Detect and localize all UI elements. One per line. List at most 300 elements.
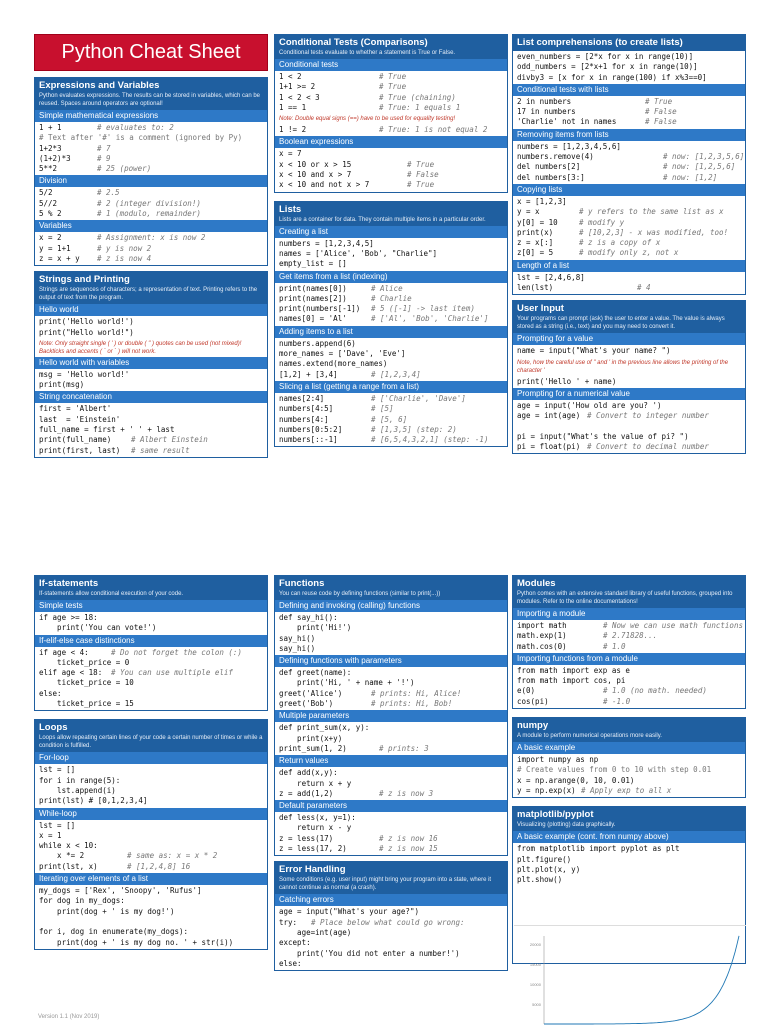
code-comment: # prints: Hi, Bob! bbox=[371, 699, 453, 709]
section-title: List comprehensions (to create lists) bbox=[517, 37, 683, 48]
section-user-input bbox=[512, 300, 746, 454]
subheader: Return values bbox=[275, 755, 507, 767]
code-line bbox=[279, 907, 503, 917]
code-text: try: bbox=[279, 917, 298, 927]
code-line bbox=[39, 244, 263, 254]
code-line bbox=[279, 349, 503, 359]
code-text: names[2:4] bbox=[279, 393, 325, 403]
code-block: numbers = [1,2,3,4,5] names = ['Alice', 'Bob', "Charlie"] empty_list = [] bbox=[279, 238, 438, 269]
code-text: numbers.append(6) bbox=[279, 338, 356, 348]
code-line bbox=[517, 173, 741, 183]
code-line bbox=[279, 404, 503, 414]
code-line bbox=[517, 248, 741, 258]
code-comment: # True: 1 equals 1 bbox=[379, 102, 461, 112]
code-line bbox=[279, 813, 503, 823]
code-comment: # [5, 6] bbox=[371, 414, 408, 424]
code-comment: # True bbox=[645, 96, 673, 106]
code-comment: # Assignment: x is now 2 bbox=[97, 233, 206, 243]
code-text: print(names[0]) bbox=[279, 283, 347, 293]
page-title: Python Cheat Sheet bbox=[34, 34, 268, 71]
y-tick-label: 20000 bbox=[529, 942, 541, 947]
code-comment: # [1,2,4,8] 16 bbox=[127, 861, 191, 871]
code-line bbox=[279, 938, 503, 948]
code-line bbox=[39, 841, 263, 851]
code-comment: # y is now 2 bbox=[97, 243, 152, 253]
code-block: print('Hello world!') print("Hello world!") bbox=[39, 317, 134, 337]
code-line bbox=[39, 233, 263, 243]
subheader: Multiple parameters bbox=[275, 710, 507, 722]
code-text: x < 10 or x > 15 bbox=[279, 159, 352, 169]
code-comment: # Convert to decimal number bbox=[587, 442, 709, 452]
code-text: print(full_name) bbox=[39, 435, 112, 445]
code-block bbox=[513, 272, 745, 295]
code-block: name = input("What's your name? ") bbox=[517, 346, 671, 356]
code-text: del numbers[3:] bbox=[517, 172, 585, 182]
code-text: while x < 10: bbox=[39, 841, 98, 851]
code-text: [1,2] + [3,4] bbox=[279, 369, 338, 379]
code-comment: # [6,5,4,3,2,1] (step: -1) bbox=[371, 435, 489, 445]
code-text: print(names[2]) bbox=[279, 293, 347, 303]
code-block bbox=[513, 96, 745, 129]
subheader: Importing functions from a module bbox=[513, 653, 745, 665]
code-text: (1+2)*3 bbox=[39, 153, 71, 163]
section-title: User Input bbox=[517, 303, 564, 315]
code-text: math.cos(0) bbox=[517, 641, 567, 651]
section-title: Expressions and Variables bbox=[39, 80, 160, 91]
code-block: from matplotlib import pyplot as plt plt.figure() plt.plot(x, y) plt.show() bbox=[517, 844, 680, 885]
section-title: matplotlib/pyplot bbox=[517, 809, 594, 821]
code-block bbox=[275, 812, 507, 855]
code-comment: # 7 bbox=[97, 143, 111, 153]
code-comment: # z is now 3 bbox=[379, 788, 434, 798]
code-line bbox=[39, 199, 263, 209]
code-comment: # now: [1,2,5,6] bbox=[663, 162, 736, 172]
subheader: Hello world bbox=[35, 304, 267, 316]
code-line bbox=[39, 254, 263, 264]
y-tick-label: 5000 bbox=[532, 1002, 541, 1007]
section-error-handling bbox=[274, 861, 508, 971]
code-block bbox=[513, 620, 745, 653]
code-text: cos(pi) bbox=[517, 696, 549, 706]
code-line bbox=[279, 170, 503, 180]
code-line bbox=[517, 401, 741, 411]
code-text: print('You did not enter a number!') bbox=[279, 948, 460, 958]
code-comment: # Do not forget the colon (:) bbox=[111, 647, 242, 657]
code-text: age = int(age) bbox=[517, 411, 581, 421]
code-text: 1 < 2 bbox=[279, 72, 302, 81]
code-text: from math import exp as e bbox=[517, 665, 630, 675]
code-block: lst = [] for i in range(5): lst.append(i) print(lst) # [0,1,2,3,4] bbox=[39, 765, 148, 806]
section-title: Loops bbox=[39, 722, 68, 734]
code-text: if age < 4: bbox=[39, 647, 89, 657]
subheader: Iterating over elements of a list bbox=[35, 873, 267, 885]
code-line bbox=[517, 755, 741, 765]
section-strings bbox=[34, 271, 268, 458]
code-text: x *= 2 bbox=[39, 851, 85, 861]
code-block bbox=[275, 906, 507, 970]
code-comment: # [1,3,5] (step: 2) bbox=[371, 424, 457, 434]
code-line bbox=[517, 676, 741, 686]
code-comment: # 2 (integer division!) bbox=[97, 198, 201, 208]
subheader: Copying lists bbox=[513, 184, 745, 196]
subheader: Hello world with variables bbox=[35, 357, 267, 369]
code-line bbox=[517, 117, 741, 127]
section-desc: Loops allow repeating certain lines of your code a certain number of times or while a condition is fulfilled. bbox=[39, 735, 263, 750]
code-text: def print_sum(x, y): bbox=[279, 723, 370, 733]
code-line bbox=[279, 160, 503, 170]
code-line bbox=[279, 394, 503, 404]
code-text: math.exp(1) bbox=[517, 631, 567, 641]
code-text: except: bbox=[279, 938, 311, 948]
code-text: y[0] = 10 bbox=[517, 217, 558, 227]
code-line bbox=[517, 283, 741, 293]
code-comment: # 2.71828... bbox=[603, 631, 658, 641]
code-comment: # True bbox=[407, 180, 435, 190]
code-comment: # 9 bbox=[97, 153, 111, 163]
code-text: print(numbers[-1]) bbox=[279, 304, 361, 314]
code-line bbox=[279, 668, 503, 678]
code-comment: # True bbox=[379, 72, 407, 81]
subheader: Defining and invoking (calling) functions bbox=[275, 600, 507, 612]
subheader: A basic example bbox=[513, 742, 745, 754]
code-line bbox=[279, 415, 503, 425]
code-comment: # 4 bbox=[637, 283, 651, 293]
code-text: y = np.exp(x) bbox=[517, 785, 576, 795]
section-functions bbox=[274, 575, 508, 856]
code-comment: # same result bbox=[131, 445, 190, 455]
code-comment: # z is now 16 bbox=[379, 833, 438, 843]
code-line bbox=[279, 699, 503, 709]
code-line bbox=[39, 668, 263, 678]
code-line bbox=[279, 734, 503, 744]
code-text: 1+1 >= 2 bbox=[279, 82, 316, 92]
code-comment: # prints: Hi, Alice! bbox=[371, 688, 462, 698]
code-line bbox=[279, 149, 503, 159]
code-comment: # modify y bbox=[579, 217, 625, 227]
code-block bbox=[513, 665, 745, 708]
code-block bbox=[35, 232, 267, 265]
code-text: 1 == 1 bbox=[279, 102, 307, 112]
code-text: ticket_price = 0 bbox=[39, 657, 130, 667]
subheader: Creating a list bbox=[275, 226, 507, 238]
code-line bbox=[279, 304, 503, 314]
code-line bbox=[279, 789, 503, 799]
subheader: Adding items to a list bbox=[275, 326, 507, 338]
code-comment: # True bbox=[379, 82, 407, 92]
code-line bbox=[517, 697, 741, 707]
code-comment: # z is now 4 bbox=[97, 253, 152, 263]
code-text: pi = float(pi) bbox=[517, 442, 581, 452]
section-loops bbox=[34, 719, 268, 949]
section-expressions bbox=[34, 77, 268, 266]
code-line bbox=[279, 93, 503, 103]
code-block: msg = 'Hello world!' print(msg) bbox=[39, 369, 130, 390]
code-line bbox=[517, 786, 741, 796]
code-block: my_dogs = ['Rex', 'Snoopy', 'Rufus'] for dog in my_dogs: print(dog + ' is my dog!') for i, dog in enumerate(my_dogs): print(dog + ' is my dog no. ' + str(i)) bbox=[39, 886, 234, 947]
subheader: Importing a module bbox=[513, 608, 745, 620]
section-numpy bbox=[512, 717, 746, 798]
version-footer: Version 1.1 (Nov 2019) bbox=[38, 1014, 100, 1020]
code-comment: # same as: x = x * 2 bbox=[127, 851, 218, 861]
subheader: Prompting for a value bbox=[513, 333, 745, 345]
code-comment: # Place below what could go wrong: bbox=[311, 917, 465, 927]
code-block bbox=[35, 187, 267, 220]
code-line bbox=[517, 273, 741, 283]
code-text: age=int(age) bbox=[279, 927, 352, 937]
code-block bbox=[513, 141, 745, 184]
code-line bbox=[517, 631, 741, 641]
code-text: numbers[4:] bbox=[279, 414, 329, 424]
code-block bbox=[275, 767, 507, 800]
code-text: x < 10 and x > 7 bbox=[279, 170, 352, 180]
code-text: # Text after '#' is a comment (ignored by Py) bbox=[39, 133, 243, 143]
code-line bbox=[39, 648, 263, 658]
code-line bbox=[39, 435, 263, 445]
code-text: z = add(1,2) bbox=[279, 788, 334, 798]
code-line bbox=[39, 699, 263, 709]
code-text: 17 in numbers bbox=[517, 107, 576, 117]
code-block bbox=[513, 754, 745, 797]
code-text: numbers[4:5] bbox=[279, 404, 334, 414]
code-comment: # [5] bbox=[371, 404, 394, 414]
code-line bbox=[279, 370, 503, 380]
code-line bbox=[517, 197, 741, 207]
code-comment: # -1.0 bbox=[603, 696, 631, 706]
code-line bbox=[517, 411, 741, 421]
code-line bbox=[39, 425, 263, 435]
code-line bbox=[39, 209, 263, 219]
code-comment: # Alice bbox=[371, 283, 403, 293]
code-line bbox=[517, 228, 741, 238]
code-text: y = 1+1 bbox=[39, 243, 71, 253]
code-line bbox=[39, 851, 263, 861]
subheader: Removing items from lists bbox=[513, 129, 745, 141]
code-text: print(x+y) bbox=[279, 733, 343, 743]
code-text: lst = [] bbox=[39, 820, 76, 830]
code-text: print_sum(1, 2) bbox=[279, 743, 347, 753]
note: Note: Only straight single ( ' ) or double ( " ) quotes can be used (not mixed)! Backticks and accents ( ´ or ` ) will not work. bbox=[39, 340, 242, 355]
series-line bbox=[544, 936, 739, 1024]
code-line bbox=[517, 666, 741, 676]
code-comment: # 1.0 (no math. needed) bbox=[603, 686, 707, 696]
code-line bbox=[517, 152, 745, 162]
code-text: names[0] = 'Al' bbox=[279, 314, 347, 324]
code-comment: # evaluates to: 2 bbox=[97, 123, 174, 132]
code-block bbox=[35, 403, 267, 456]
subheader: For-loop bbox=[35, 752, 267, 764]
code-line bbox=[279, 294, 503, 304]
code-line bbox=[39, 689, 263, 699]
section-title: Strings and Printing bbox=[39, 274, 130, 286]
code-text bbox=[517, 422, 587, 432]
code-line bbox=[39, 415, 263, 425]
code-comment: # [10,2,3] - x was modified, too! bbox=[579, 227, 729, 237]
code-line bbox=[517, 765, 741, 775]
code-text: 1 < 2 < 3 bbox=[279, 92, 320, 102]
code-comment: # now: [1,2] bbox=[663, 172, 718, 182]
subheader: Conditional tests bbox=[275, 59, 507, 71]
code-line bbox=[517, 238, 741, 248]
y-tick-label: 10000 bbox=[529, 982, 541, 987]
code-block bbox=[275, 71, 507, 114]
section-modules bbox=[512, 575, 746, 709]
code-line bbox=[517, 218, 741, 228]
code-block bbox=[35, 820, 267, 873]
code-comment: # Charlie bbox=[371, 293, 412, 303]
subheader: Length of a list bbox=[513, 260, 745, 272]
code-comment: # True: 1 is not equal 2 bbox=[379, 125, 488, 135]
code-text: x = [1,2,3] bbox=[517, 196, 567, 206]
code-text: def less(x, y=1): bbox=[279, 813, 356, 823]
code-line bbox=[279, 359, 503, 369]
code-line bbox=[279, 678, 503, 688]
code-comment: # Albert Einstein bbox=[131, 435, 208, 445]
code-line bbox=[39, 446, 263, 456]
section-desc: Visualizing (plotting) data graphically. bbox=[517, 822, 616, 829]
section-title: numpy bbox=[517, 720, 549, 732]
subheader: Simple mathematical expressions bbox=[35, 110, 267, 122]
code-line bbox=[279, 284, 503, 294]
code-block bbox=[275, 667, 507, 710]
code-text: x = 1 bbox=[39, 830, 62, 840]
subheader: Catching errors bbox=[275, 894, 507, 906]
code-comment: # You can use multiple elif bbox=[111, 668, 233, 678]
code-text: greet('Alice') bbox=[279, 688, 343, 698]
subheader: While-loop bbox=[35, 808, 267, 820]
subheader: A basic example (cont. from numpy above) bbox=[513, 831, 745, 843]
code-text: z = x[:] bbox=[517, 238, 554, 248]
code-comment: # Now we can use math functions bbox=[603, 621, 743, 630]
code-line bbox=[39, 678, 263, 688]
code-line bbox=[517, 621, 741, 631]
code-text: return x + y bbox=[279, 778, 352, 788]
code-text: x = np.arange(0, 10, 0.01) bbox=[517, 775, 635, 785]
code-text: first = 'Albert' bbox=[39, 404, 112, 414]
code-block: print('Hello ' + name) bbox=[517, 376, 617, 386]
code-text: print(first, last) bbox=[39, 445, 121, 455]
code-line bbox=[517, 107, 741, 117]
code-block bbox=[513, 400, 745, 453]
code-line bbox=[279, 779, 503, 789]
subheader: String concatenation bbox=[35, 391, 267, 403]
code-text: 1+2*3 bbox=[39, 143, 62, 153]
code-comment: # [1,2,3,4] bbox=[371, 369, 421, 379]
code-text: def greet(name): bbox=[279, 668, 352, 678]
code-comment: # False bbox=[407, 170, 439, 180]
subheader: Get items from a list (indexing) bbox=[275, 271, 507, 283]
code-text: names.extend(more_names) bbox=[279, 359, 388, 369]
section-title: Conditional Tests (Comparisons) bbox=[279, 37, 428, 48]
code-text: z[0] = 5 bbox=[517, 248, 554, 258]
section-lists bbox=[274, 201, 508, 448]
code-text: x = 7 bbox=[279, 149, 302, 159]
code-line bbox=[279, 125, 503, 135]
section-title: Modules bbox=[517, 578, 556, 589]
code-line bbox=[279, 180, 503, 190]
code-comment: # prints: 3 bbox=[379, 743, 429, 753]
code-line bbox=[39, 188, 263, 198]
code-line bbox=[279, 928, 503, 938]
code-line bbox=[279, 844, 503, 854]
code-line bbox=[39, 821, 263, 831]
code-text: more_names = ['Dave', 'Eve'] bbox=[279, 349, 406, 359]
code-line bbox=[39, 658, 263, 668]
code-comment: # 1.0 bbox=[603, 641, 626, 651]
code-line bbox=[517, 432, 741, 442]
code-line bbox=[517, 422, 741, 432]
section-desc: Lists are a container for data. They contain multiple items in a particular order. bbox=[279, 216, 486, 223]
code-comment: # modify only z, not x bbox=[579, 248, 679, 258]
code-text: y = x bbox=[517, 207, 540, 217]
code-text: 2 in numbers bbox=[517, 96, 572, 106]
code-comment: # Convert to integer number bbox=[587, 411, 709, 421]
subheader: Prompting for a numerical value bbox=[513, 388, 745, 400]
code-text: import numpy as np bbox=[517, 755, 599, 765]
code-block: def say_hi(): print('Hi!') say_hi() say_hi() bbox=[279, 613, 352, 653]
code-text: 5**2 bbox=[39, 164, 58, 174]
subheader: Boolean expressions bbox=[275, 136, 507, 148]
code-text: z = less(17, 2) bbox=[279, 844, 347, 854]
code-line bbox=[517, 142, 741, 152]
code-block bbox=[35, 122, 267, 175]
code-text: import math bbox=[517, 621, 567, 630]
code-line bbox=[279, 82, 503, 92]
code-text: 5 % 2 bbox=[39, 209, 62, 219]
section-list-comprehensions bbox=[512, 34, 746, 295]
code-block bbox=[275, 148, 507, 191]
code-text: def add(x,y): bbox=[279, 768, 338, 778]
code-text: lst = [2,4,6,8] bbox=[517, 272, 585, 282]
code-line bbox=[517, 686, 741, 696]
code-text: x = 2 bbox=[39, 233, 62, 243]
code-text: else: bbox=[279, 958, 302, 968]
code-line bbox=[279, 768, 503, 778]
code-line bbox=[279, 959, 503, 969]
code-text: age = input('How old are you? ') bbox=[517, 400, 662, 410]
section-desc: Conditional tests evaluate to whether a statement is True or False. bbox=[279, 50, 456, 56]
code-comment: # True bbox=[407, 159, 435, 169]
code-comment: # False bbox=[645, 107, 677, 117]
code-line bbox=[279, 744, 503, 754]
code-line bbox=[517, 97, 741, 107]
code-text: full_name = first + ' ' + last bbox=[39, 425, 175, 435]
section-title: If-statements bbox=[39, 578, 99, 589]
code-block: if age >= 18: print('You can vote!') bbox=[39, 613, 157, 633]
code-comment: # Apply exp to all x bbox=[581, 785, 672, 795]
code-line bbox=[279, 823, 503, 833]
code-comment: # ['Charlie', 'Dave'] bbox=[371, 393, 466, 403]
code-line bbox=[39, 154, 263, 164]
code-line bbox=[279, 72, 503, 82]
code-block bbox=[275, 283, 507, 326]
code-text: z = x + y bbox=[39, 253, 80, 263]
code-text: 1 + 1 bbox=[39, 123, 62, 132]
section-desc: If-statements allow conditional execution of your code. bbox=[39, 591, 184, 597]
section-desc: Some conditions (e.g. user input) might bring your program into a state, where it cannot continue as normal (a crash). bbox=[279, 877, 492, 892]
code-line bbox=[279, 103, 503, 113]
exp-chart bbox=[514, 925, 746, 1025]
code-text: numbers.remove(4) bbox=[517, 152, 594, 162]
code-text: return x - y bbox=[279, 823, 352, 833]
code-block bbox=[35, 647, 267, 711]
section-desc: Python comes with an extensive standard library of useful functions, grouped into modules. Refer to the online documentations! bbox=[517, 591, 733, 605]
code-text: z = less(17) bbox=[279, 833, 334, 843]
code-text: 'Charlie' not in names bbox=[517, 117, 617, 127]
code-line bbox=[39, 164, 263, 174]
code-comment: # ['Al', 'Bob', 'Charlie'] bbox=[371, 314, 489, 324]
code-text: print('Hi, ' + name + '!') bbox=[279, 678, 415, 688]
code-text: print(lst, x) bbox=[39, 861, 98, 871]
